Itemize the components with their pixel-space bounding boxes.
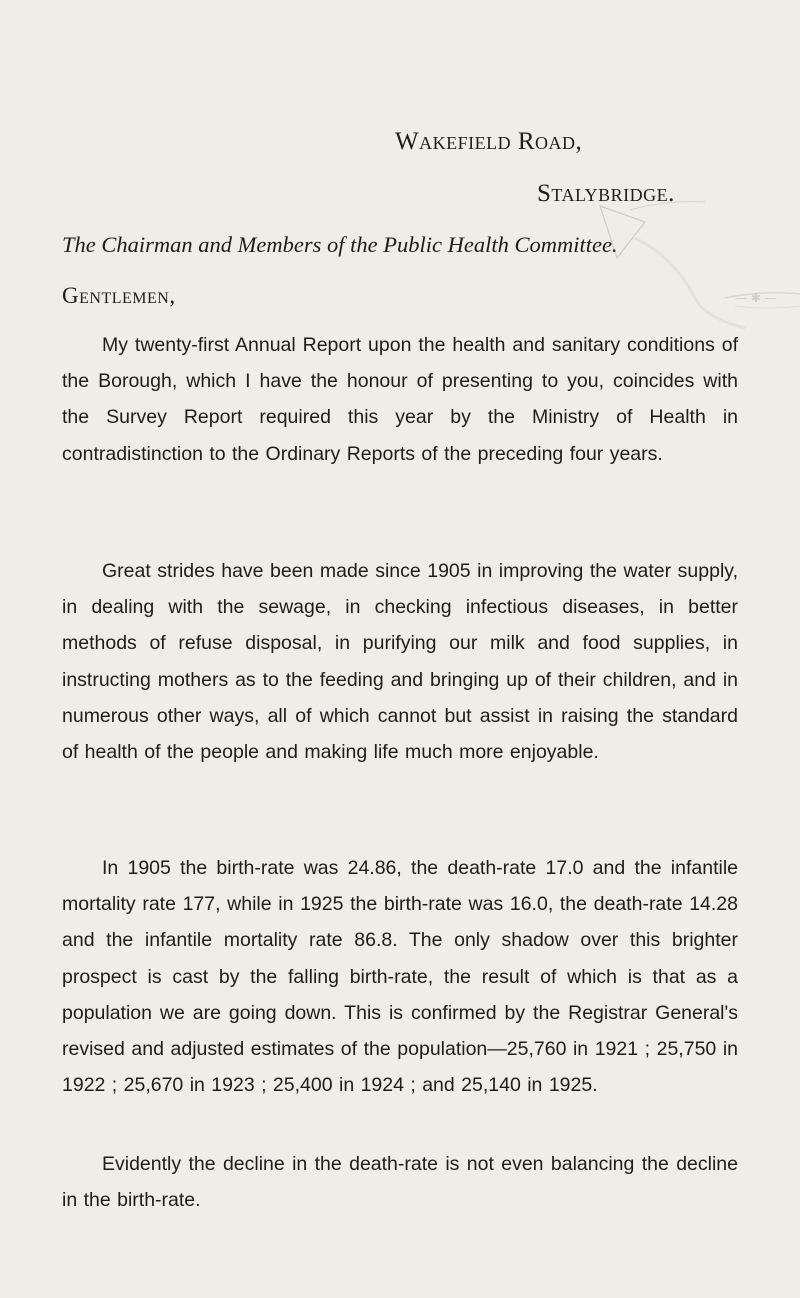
paragraph-statistics: In 1905 the birth-rate was 24.86, the death-rate 17.0 and the infantile mortality rate 177, while in 1925 the birth-rate was 16.0, the death-rate 14.28 and the infantile mortality rate 86.8. The only shadow over this brighter prospect is cast by the falling birth-rate, the result of which is that as a population we are going down. This is confirmed by the Registrar General's revised and adjusted estimates of the population—25,760 in 1921 ; 25,750 in 1922 ; 25,670 in 1923 ; 25,400 in 1924 ; and 25,140 in 1925.: [62, 857, 738, 1097]
paragraph-annual-report: My twenty-first Annual Report upon the health and sanitary conditions of the Borough, which I have the honour of presenting to you, coincides with the Survey Report required this year by the Ministry of Health in contradistinction to the Ordinary Reports of the preceding four years.: [62, 334, 738, 465]
paragraph-improvements: Great strides have been made since 1905 in improving the water supply, in dealing with the sewage, in checking infectious diseases, in better methods of refuse disposal, in purifying our milk and food supplies, in instructing mothers as to the feeding and bringing up of their children, and in numerous other ways, all of which cannot but assist in raising the standard of health of the people and making life much more enjoyable.: [62, 560, 738, 764]
address-street: Wakefield Road,: [395, 128, 583, 155]
salutation: Gentlemen,: [62, 283, 176, 308]
svg-text:— ✱ —: — ✱ —: [735, 291, 777, 305]
addressee-line: The Chairman and Members of the Public Health Committee.: [62, 232, 618, 257]
address-town: Stalybridge.: [537, 180, 675, 207]
paragraph-conclusion: Evidently the decline in the death-rate is not even balancing the decline in the birth-rate.: [62, 1153, 738, 1212]
